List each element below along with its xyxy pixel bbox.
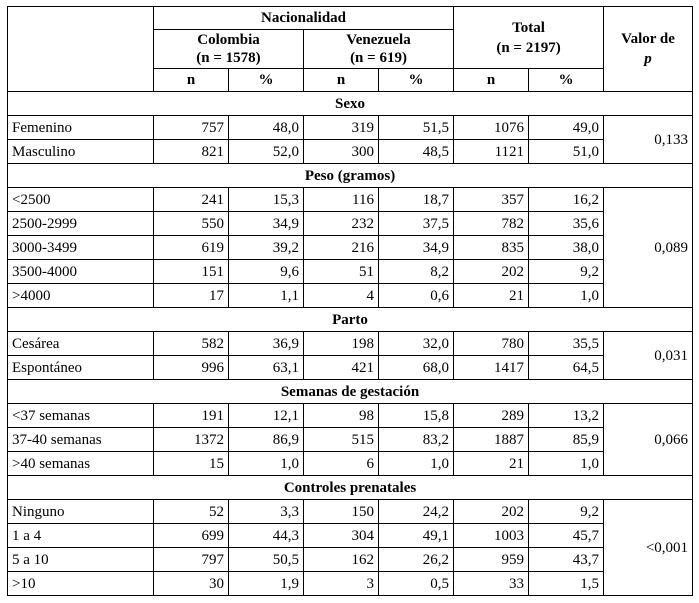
section-title: Controles prenatales xyxy=(8,476,693,500)
cell-colombia-count: 996 xyxy=(154,356,229,380)
cell-venezuela-pct: 24,2 xyxy=(379,500,454,524)
cell-total-pct: 43,7 xyxy=(529,548,604,572)
cell-total-count: 357 xyxy=(454,188,529,212)
cell-colombia-pct: 48,0 xyxy=(229,116,304,140)
cell-venezuela-pct: 26,2 xyxy=(379,548,454,572)
p-value: <0,001 xyxy=(604,500,693,596)
header-nacionalidad: Nacionalidad xyxy=(154,7,454,30)
cell-venezuela-count: 116 xyxy=(304,188,379,212)
cell-venezuela-count: 150 xyxy=(304,500,379,524)
table-row xyxy=(8,236,693,260)
row-label: 2500-2999 xyxy=(8,212,154,236)
cell-colombia-count: 797 xyxy=(154,548,229,572)
cell-total-count: 1121 xyxy=(454,140,529,164)
cell-total-pct: 13,2 xyxy=(529,404,604,428)
header-total-n: (n = 2197) xyxy=(496,39,561,56)
cell-venezuela-count: 319 xyxy=(304,116,379,140)
cell-colombia-count: 30 xyxy=(154,572,229,596)
section-row xyxy=(8,164,693,188)
cell-venezuela-pct: 1,0 xyxy=(379,452,454,476)
cell-venezuela-count: 3 xyxy=(304,572,379,596)
table-row xyxy=(8,116,693,140)
row-label: Espontáneo xyxy=(8,356,154,380)
cell-total-pct: 51,0 xyxy=(529,140,604,164)
cell-venezuela-count: 6 xyxy=(304,452,379,476)
cell-total-count: 782 xyxy=(454,212,529,236)
cell-total-pct: 85,9 xyxy=(529,428,604,452)
cell-total-count: 780 xyxy=(454,332,529,356)
table-row xyxy=(8,332,693,356)
row-label: Ninguno xyxy=(8,500,154,524)
cell-total-count: 21 xyxy=(454,284,529,308)
cell-venezuela-pct: 37,5 xyxy=(379,212,454,236)
cell-venezuela-pct: 0,5 xyxy=(379,572,454,596)
header-colombia-label: Colombia xyxy=(197,32,260,48)
cell-colombia-pct: 50,5 xyxy=(229,548,304,572)
cell-total-pct: 9,2 xyxy=(529,260,604,284)
cell-total-pct: 9,2 xyxy=(529,500,604,524)
section-row xyxy=(8,476,693,500)
data-table xyxy=(7,6,693,596)
cell-venezuela-pct: 51,5 xyxy=(379,116,454,140)
cell-venezuela-count: 232 xyxy=(304,212,379,236)
header-valor-label: Valor de xyxy=(621,31,675,47)
cell-colombia-pct: 12,1 xyxy=(229,404,304,428)
cell-colombia-pct: 15,3 xyxy=(229,188,304,212)
table-row xyxy=(8,140,693,164)
cell-total-pct: 16,2 xyxy=(529,188,604,212)
cell-venezuela-count: 421 xyxy=(304,356,379,380)
header-total-pct: % xyxy=(529,69,604,92)
cell-colombia-count: 582 xyxy=(154,332,229,356)
p-value: 0,066 xyxy=(604,404,693,476)
section-title: Parto xyxy=(8,308,693,332)
table-row xyxy=(8,260,693,284)
cell-total-count: 202 xyxy=(454,500,529,524)
cell-colombia-count: 17 xyxy=(154,284,229,308)
cell-total-pct: 38,0 xyxy=(529,236,604,260)
p-value: 0,031 xyxy=(604,332,693,380)
cell-colombia-pct: 3,3 xyxy=(229,500,304,524)
row-label: >4000 xyxy=(8,284,154,308)
header-total-count: n xyxy=(454,69,529,92)
cell-colombia-count: 550 xyxy=(154,212,229,236)
row-label: >40 semanas xyxy=(8,452,154,476)
cell-venezuela-pct: 18,7 xyxy=(379,188,454,212)
table-row xyxy=(8,356,693,380)
p-value: 0,089 xyxy=(604,188,693,308)
table-row xyxy=(8,404,693,428)
header-colombia-count: n xyxy=(154,69,229,92)
row-label: Femenino xyxy=(8,116,154,140)
cell-venezuela-count: 216 xyxy=(304,236,379,260)
cell-colombia-pct: 1,0 xyxy=(229,452,304,476)
cell-venezuela-count: 98 xyxy=(304,404,379,428)
cell-total-count: 1887 xyxy=(454,428,529,452)
header-colombia-n: (n = 1578) xyxy=(196,50,261,66)
cell-venezuela-count: 515 xyxy=(304,428,379,452)
cell-total-count: 202 xyxy=(454,260,529,284)
table-row xyxy=(8,188,693,212)
header-venezuela-n: (n = 619) xyxy=(350,50,407,66)
cell-venezuela-pct: 68,0 xyxy=(379,356,454,380)
cell-total-pct: 1,0 xyxy=(529,284,604,308)
section-title: Sexo xyxy=(8,92,693,116)
cell-venezuela-pct: 8,2 xyxy=(379,260,454,284)
cell-colombia-pct: 1,1 xyxy=(229,284,304,308)
cell-venezuela-count: 162 xyxy=(304,548,379,572)
cell-total-count: 959 xyxy=(454,548,529,572)
cell-total-pct: 64,5 xyxy=(529,356,604,380)
row-label: <37 semanas xyxy=(8,404,154,428)
table-header xyxy=(8,7,693,92)
cell-venezuela-pct: 15,8 xyxy=(379,404,454,428)
cell-total-pct: 45,7 xyxy=(529,524,604,548)
header-colombia-pct: % xyxy=(229,69,304,92)
cell-colombia-count: 757 xyxy=(154,116,229,140)
header-blank-cell xyxy=(8,7,154,92)
header-venezuela-count: n xyxy=(304,69,379,92)
section-row xyxy=(8,308,693,332)
cell-venezuela-pct: 49,1 xyxy=(379,524,454,548)
cell-colombia-pct: 34,9 xyxy=(229,212,304,236)
section-title: Semanas de gestación xyxy=(8,380,693,404)
cell-total-pct: 35,6 xyxy=(529,212,604,236)
header-venezuela-pct: % xyxy=(379,69,454,92)
cell-total-pct: 1,0 xyxy=(529,452,604,476)
cell-venezuela-pct: 83,2 xyxy=(379,428,454,452)
cell-total-pct: 35,5 xyxy=(529,332,604,356)
table-row xyxy=(8,524,693,548)
cell-total-count: 33 xyxy=(454,572,529,596)
table-row xyxy=(8,428,693,452)
cell-venezuela-count: 304 xyxy=(304,524,379,548)
cell-colombia-count: 15 xyxy=(154,452,229,476)
table-row xyxy=(8,548,693,572)
cell-colombia-count: 699 xyxy=(154,524,229,548)
row-label: <2500 xyxy=(8,188,154,212)
row-label: >10 xyxy=(8,572,154,596)
cell-colombia-count: 52 xyxy=(154,500,229,524)
row-label: Cesárea xyxy=(8,332,154,356)
cell-colombia-count: 1372 xyxy=(154,428,229,452)
cell-venezuela-pct: 34,9 xyxy=(379,236,454,260)
cell-colombia-pct: 52,0 xyxy=(229,140,304,164)
table-body xyxy=(8,92,693,596)
cell-colombia-count: 619 xyxy=(154,236,229,260)
cell-venezuela-count: 4 xyxy=(304,284,379,308)
header-valor-p xyxy=(604,7,693,92)
row-label: 3500-4000 xyxy=(8,260,154,284)
cell-colombia-pct: 86,9 xyxy=(229,428,304,452)
p-value: 0,133 xyxy=(604,116,693,164)
cell-colombia-pct: 9,6 xyxy=(229,260,304,284)
row-label: 3000-3499 xyxy=(8,236,154,260)
cell-colombia-pct: 44,3 xyxy=(229,524,304,548)
cell-total-count: 1003 xyxy=(454,524,529,548)
header-venezuela-label: Venezuela xyxy=(346,32,411,48)
cell-venezuela-count: 198 xyxy=(304,332,379,356)
cell-colombia-pct: 63,1 xyxy=(229,356,304,380)
table-row xyxy=(8,452,693,476)
cell-venezuela-pct: 48,5 xyxy=(379,140,454,164)
cell-total-count: 289 xyxy=(454,404,529,428)
cell-venezuela-count: 51 xyxy=(304,260,379,284)
cell-total-count: 21 xyxy=(454,452,529,476)
section-title: Peso (gramos) xyxy=(8,164,693,188)
table-row xyxy=(8,572,693,596)
table-row xyxy=(8,212,693,236)
cell-total-count: 1076 xyxy=(454,116,529,140)
table-row xyxy=(8,284,693,308)
header-total xyxy=(454,7,604,69)
header-venezuela xyxy=(304,30,454,69)
cell-colombia-pct: 39,2 xyxy=(229,236,304,260)
cell-total-pct: 49,0 xyxy=(529,116,604,140)
row-label: Masculino xyxy=(8,140,154,164)
table-row xyxy=(8,500,693,524)
cell-venezuela-pct: 0,6 xyxy=(379,284,454,308)
cell-colombia-count: 151 xyxy=(154,260,229,284)
cell-colombia-count: 821 xyxy=(154,140,229,164)
cell-total-pct: 1,5 xyxy=(529,572,604,596)
cell-colombia-count: 241 xyxy=(154,188,229,212)
row-label: 1 a 4 xyxy=(8,524,154,548)
row-label: 5 a 10 xyxy=(8,548,154,572)
section-row xyxy=(8,92,693,116)
header-p-label: p xyxy=(644,51,652,67)
cell-venezuela-pct: 32,0 xyxy=(379,332,454,356)
header-colombia xyxy=(154,30,304,69)
cell-total-count: 1417 xyxy=(454,356,529,380)
cell-colombia-pct: 36,9 xyxy=(229,332,304,356)
cell-total-count: 835 xyxy=(454,236,529,260)
cell-venezuela-count: 300 xyxy=(304,140,379,164)
cell-colombia-pct: 1,9 xyxy=(229,572,304,596)
section-row xyxy=(8,380,693,404)
header-total-label: Total xyxy=(512,19,545,36)
cell-colombia-count: 191 xyxy=(154,404,229,428)
row-label: 37-40 semanas xyxy=(8,428,154,452)
